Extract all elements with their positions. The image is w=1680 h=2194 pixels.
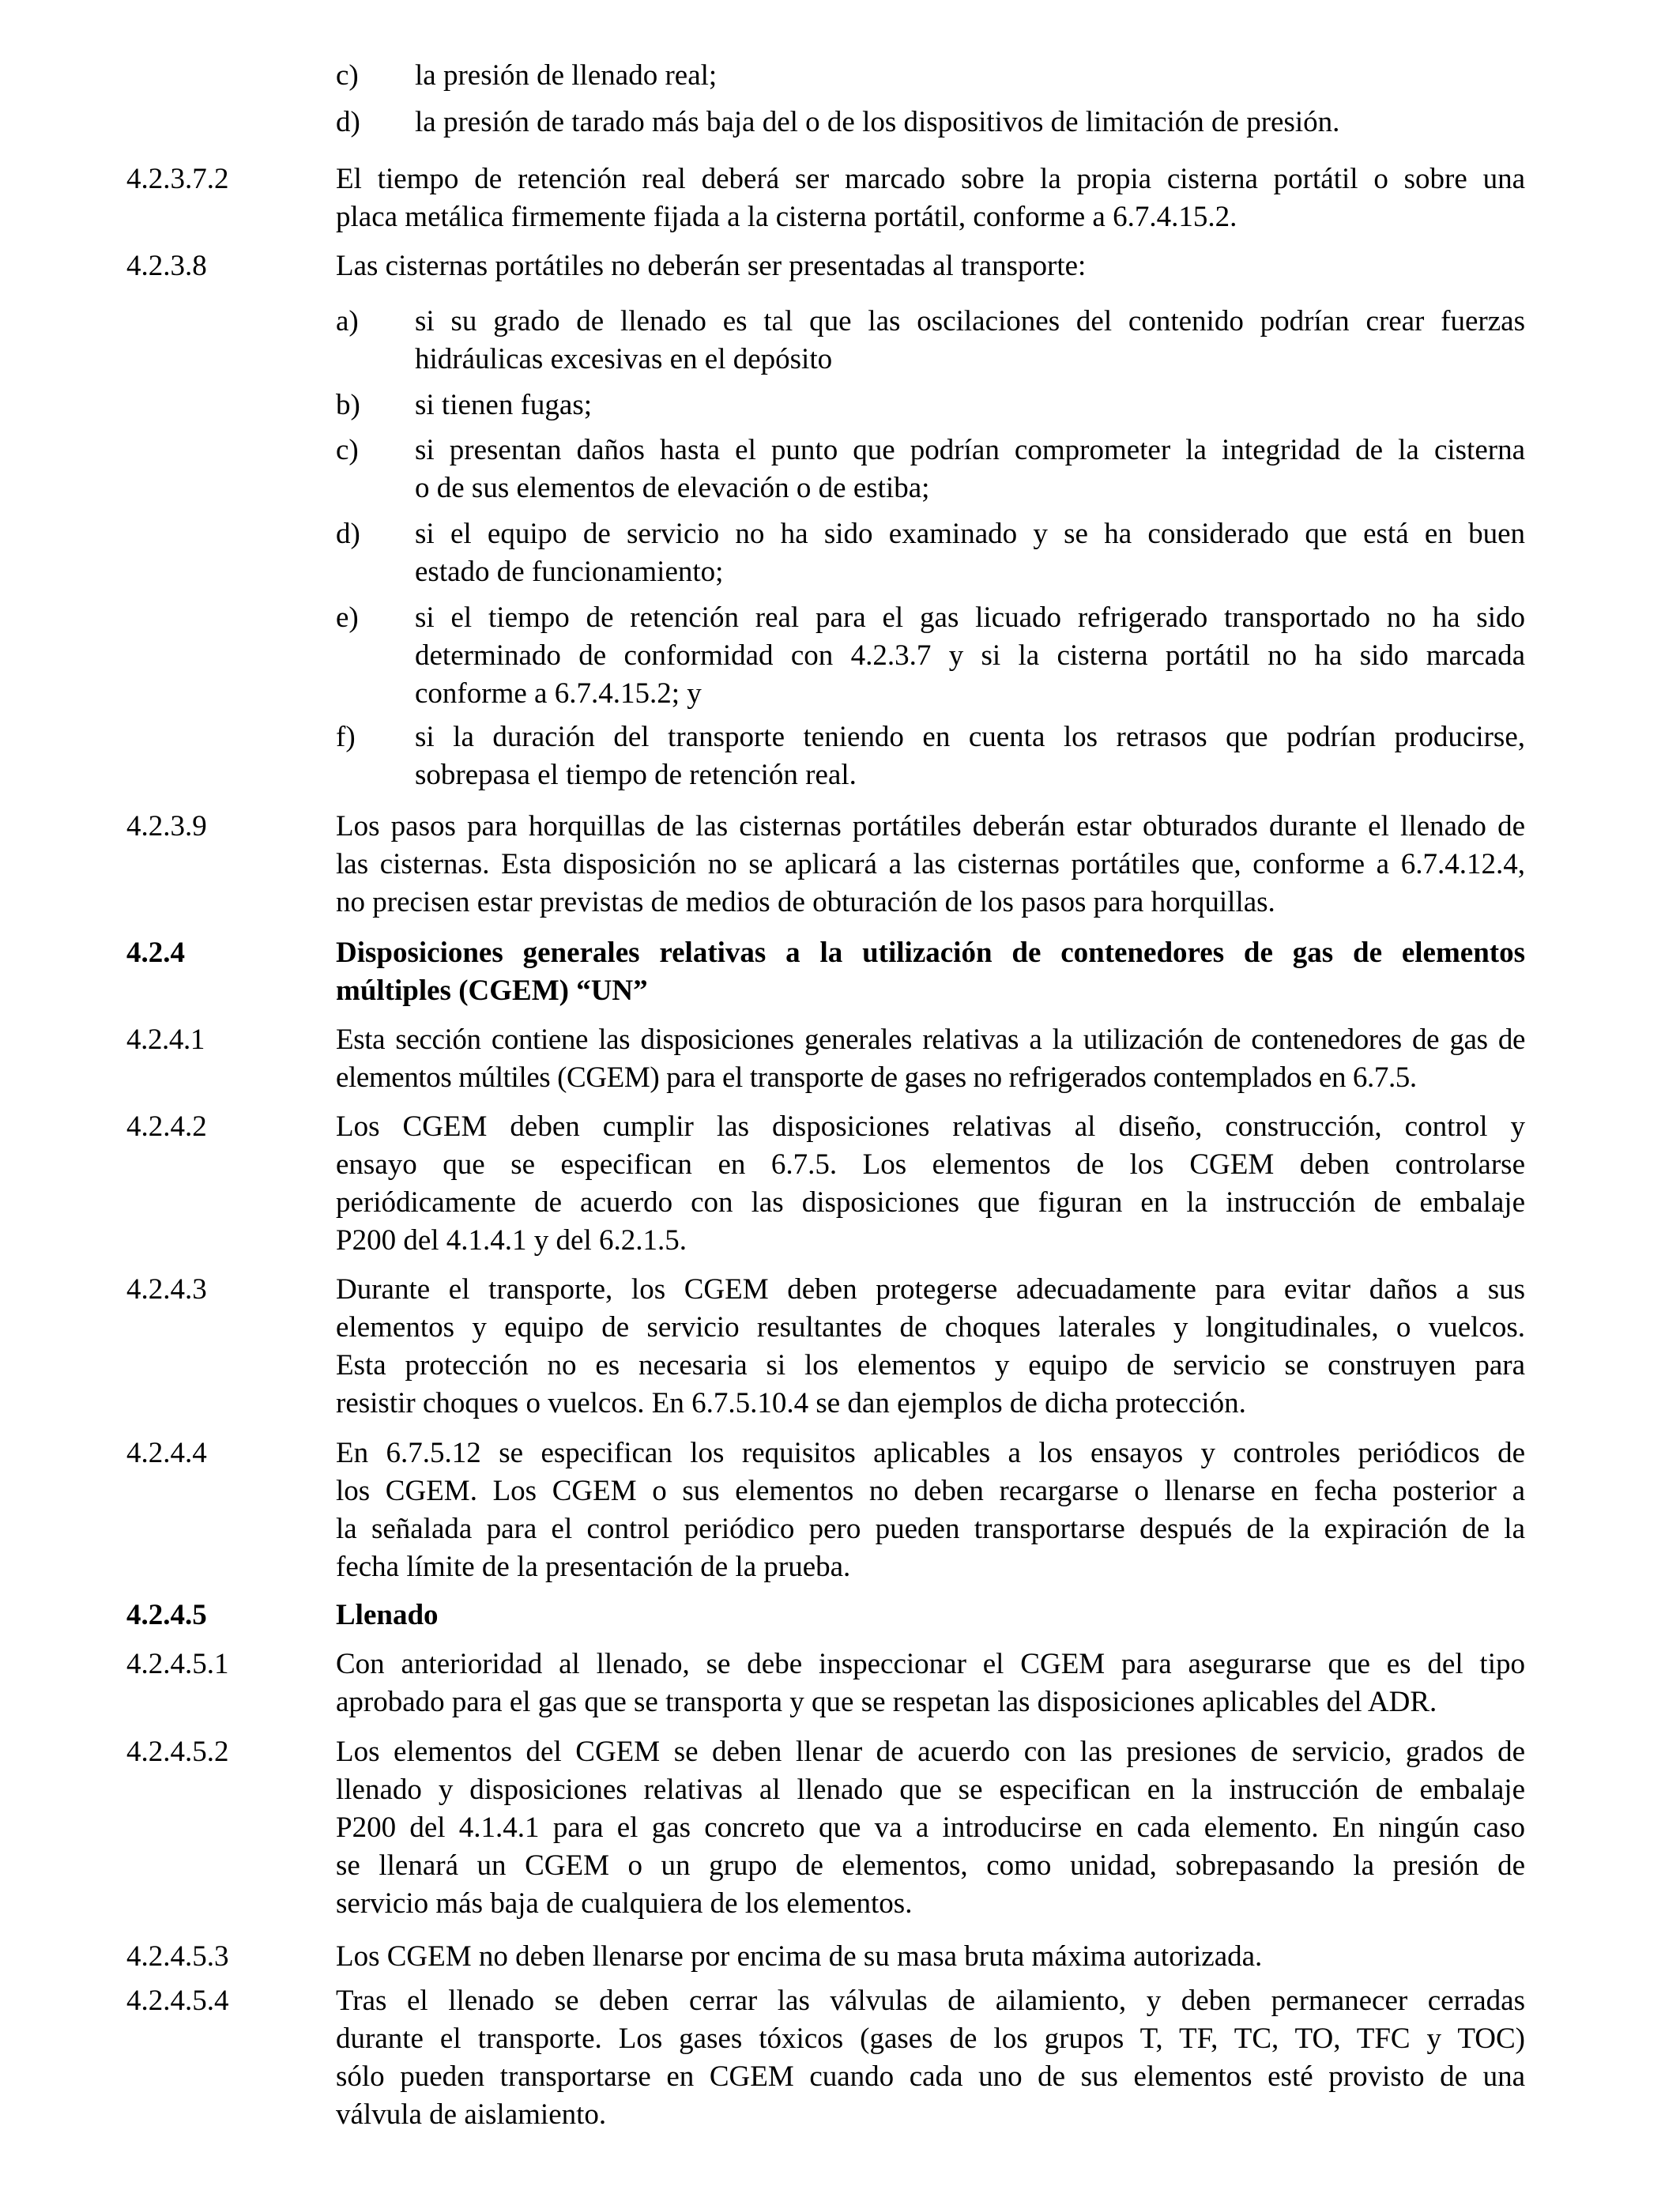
list-letter: f) — [336, 721, 356, 753]
list-text — [415, 386, 1525, 424]
list-item-a — [336, 303, 1525, 382]
paragraph-4-2-3-7-2 — [126, 160, 1525, 239]
text-line: Los CGEM deben cumplir las disposiciones relativas al diseño, construcción, control y — [336, 1110, 1525, 1143]
text-line: si presentan daños hasta el punto que podrían comprometer la integridad de la cisterna — [415, 434, 1525, 466]
text-line: servicio más baja de cualquiera de los elementos. — [336, 1887, 913, 1920]
list-letter: b) — [336, 389, 360, 421]
list-letter: a) — [336, 305, 359, 337]
text-line: hidráulicas excesivas en el depósito — [415, 343, 833, 375]
paragraph-number: 4.2.4.1 — [126, 1023, 205, 1056]
text-line: determinado de conformidad con 4.2.3.7 y si la cisterna portátil no ha sido marcada — [415, 639, 1525, 672]
text-line: Durante el transporte, los CGEM deben protegerse adecuadamente para evitar daños a sus — [336, 1273, 1525, 1306]
text-line: El tiempo de retención real deberá ser marcado sobre la propia cisterna portátil o sobre una — [336, 163, 1525, 195]
list-letter: d) — [336, 518, 360, 550]
paragraph-text — [336, 1021, 1525, 1097]
text-line: se llenará un CGEM o un grupo de elementos, como unidad, sobrepasando la presión de — [336, 1849, 1525, 1882]
section-number: 4.2.4.5 — [126, 1599, 207, 1631]
list-letter: c) — [336, 59, 359, 92]
text-line: sobrepasa el tiempo de retención real. — [415, 759, 857, 791]
paragraph-number: 4.2.4.3 — [126, 1273, 207, 1306]
paragraph-text — [336, 1434, 1525, 1586]
paragraph-number: 4.2.3.7.2 — [126, 163, 229, 195]
list-text — [415, 718, 1525, 794]
text-line: periódicamente de acuerdo con las disposiciones que figuran en la instrucción de embalaje — [336, 1186, 1525, 1219]
list-text: la presión de tarado más baja del o de los dispositivos de limitación de presión. — [415, 106, 1340, 138]
paragraph-number: 4.2.3.8 — [126, 250, 207, 282]
paragraph-text — [336, 1733, 1525, 1923]
list-letter: d) — [336, 106, 360, 138]
paragraph-number: 4.2.3.9 — [126, 810, 207, 843]
text-line: si tienen fugas; — [415, 389, 593, 421]
list-text — [415, 515, 1525, 591]
text-line: la señalada para el control periódico pero pueden transportarse después de la expiración de la — [336, 1513, 1525, 1545]
text-line: fecha límite de la presentación de la prueba. — [336, 1551, 851, 1583]
text-line: P200 del 4.1.4.1 para el gas concreto que va a introducirse en cada elemento. En ningún caso — [336, 1811, 1525, 1844]
text-line: Los elementos del CGEM se deben llenar de acuerdo con las presiones de servicio, grados de — [336, 1736, 1525, 1768]
text-line: En 6.7.5.12 se especifican los requisitos aplicables a los ensayos y controles periódicos de — [336, 1437, 1525, 1469]
section-title: Llenado — [336, 1599, 439, 1631]
text-line: los CGEM. Los CGEM o sus elementos no deben recargarse o llenarse en fecha posterior a — [336, 1475, 1525, 1507]
text-line: Esta sección contiene las disposiciones generales relativas a la utilización de contenedores de gas de — [336, 1023, 1525, 1056]
text-line: si el tiempo de retención real para el gas licuado refrigerado transportado no ha sido — [415, 601, 1525, 634]
list-text: la presión de llenado real; — [415, 59, 718, 92]
paragraph-text — [336, 1982, 1525, 2134]
text-line: válvula de aislamiento. — [336, 2098, 607, 2131]
paragraph-number: 4.2.4.5.4 — [126, 1985, 229, 2017]
text-line: Los pasos para horquillas de las cisternas portátiles deberán estar obturados durante el llenado de — [336, 810, 1525, 843]
list-text — [415, 599, 1525, 713]
paragraph-text — [336, 808, 1525, 922]
text-line: las cisternas. Esta disposición no se aplicará a las cisternas portátiles que, conforme a 6.7.4.12.4, — [336, 848, 1525, 880]
paragraph-number: 4.2.4.4 — [126, 1437, 207, 1469]
text-line: Con anterioridad al llenado, se debe inspeccionar el CGEM para asegurarse que es del tipo — [336, 1648, 1525, 1680]
text-line: o de sus elementos de elevación o de estiba; — [415, 472, 930, 504]
text-line: durante el transporte. Los gases tóxicos (gases de los grupos T, TF, TC, TO, TFC y TOC) — [336, 2022, 1525, 2055]
paragraph-number: 4.2.4.2 — [126, 1110, 207, 1143]
paragraph-text: Las cisternas portátiles no deberán ser presentadas al transporte: — [336, 250, 1087, 282]
paragraph-text — [336, 1938, 1525, 1976]
text-line: Tras el llenado se deben cerrar las válvulas de ailamiento, y deben permanecer cerradas — [336, 1985, 1525, 2017]
text-line: placa metálica firmemente fijada a la cisterna portátil, conforme a 6.7.4.15.2. — [336, 201, 1237, 233]
text-line: elementos y equipo de servicio resultantes de choques laterales y longitudinales, o vuelcos. — [336, 1311, 1525, 1344]
paragraph-text — [336, 1646, 1525, 1721]
paragraph-text — [336, 160, 1525, 236]
list-letter: c) — [336, 434, 359, 466]
paragraph-number: 4.2.4.5.3 — [126, 1940, 229, 1973]
text-line: elementos múltiles (CGEM) para el transporte de gases no refrigerados contemplados en 6.7.5. — [336, 1061, 1417, 1094]
text-line: conforme a 6.7.4.15.2; y — [415, 677, 702, 710]
text-line: Esta protección no es necesaria si los elementos y equipo de servicio se construyen para — [336, 1349, 1525, 1382]
text-line: sólo pueden transportarse en CGEM cuando cada uno de sus elementos esté provisto de una — [336, 2060, 1525, 2093]
text-line: si su grado de llenado es tal que las oscilaciones del contenido podrían crear fuerzas — [415, 305, 1525, 337]
text-line: estado de funcionamiento; — [415, 556, 724, 588]
text-line: si la duración del transporte teniendo en cuenta los retrasos que podrían producirse, — [415, 721, 1525, 753]
list-letter: e) — [336, 601, 359, 634]
paragraph-text — [336, 1271, 1525, 1423]
text-line: no precisen estar previstas de medios de obturación de los pasos para horquillas. — [336, 886, 1275, 918]
text-line: ensayo que se especifican en 6.7.5. Los elementos de los CGEM deben controlarse — [336, 1148, 1525, 1181]
paragraph-number: 4.2.4.5.1 — [126, 1648, 229, 1680]
section-number: 4.2.4 — [126, 937, 185, 969]
text-line: si el equipo de servicio no ha sido examinado y se ha considerado que está en buen — [415, 518, 1525, 550]
text-line: P200 del 4.1.4.1 y del 6.2.1.5. — [336, 1224, 687, 1257]
section-title — [336, 934, 1525, 1010]
paragraph-number: 4.2.4.5.2 — [126, 1736, 229, 1768]
text-line: múltiples (CGEM) “UN” — [336, 974, 648, 1007]
list-text — [415, 432, 1525, 507]
text-line: llenado y disposiciones relativas al llenado que se especifican en la instrucción de embalaje — [336, 1774, 1525, 1806]
paragraph-4-2-3-8 — [126, 247, 1525, 287]
paragraph-text — [336, 1108, 1525, 1260]
text-line: Los CGEM no deben llenarse por encima de su masa bruta máxima autorizada. — [336, 1940, 1263, 1973]
text-line: aprobado para el gas que se transporta y que se respetan las disposiciones aplicables del ADR. — [336, 1686, 1437, 1718]
text-line: Disposiciones generales relativas a la utilización de contenedores de gas de elementos — [336, 937, 1525, 969]
text-line: resistir choques o vuelcos. En 6.7.5.10.4 se dan ejemplos de dicha protección. — [336, 1387, 1246, 1419]
list-text — [415, 303, 1525, 379]
